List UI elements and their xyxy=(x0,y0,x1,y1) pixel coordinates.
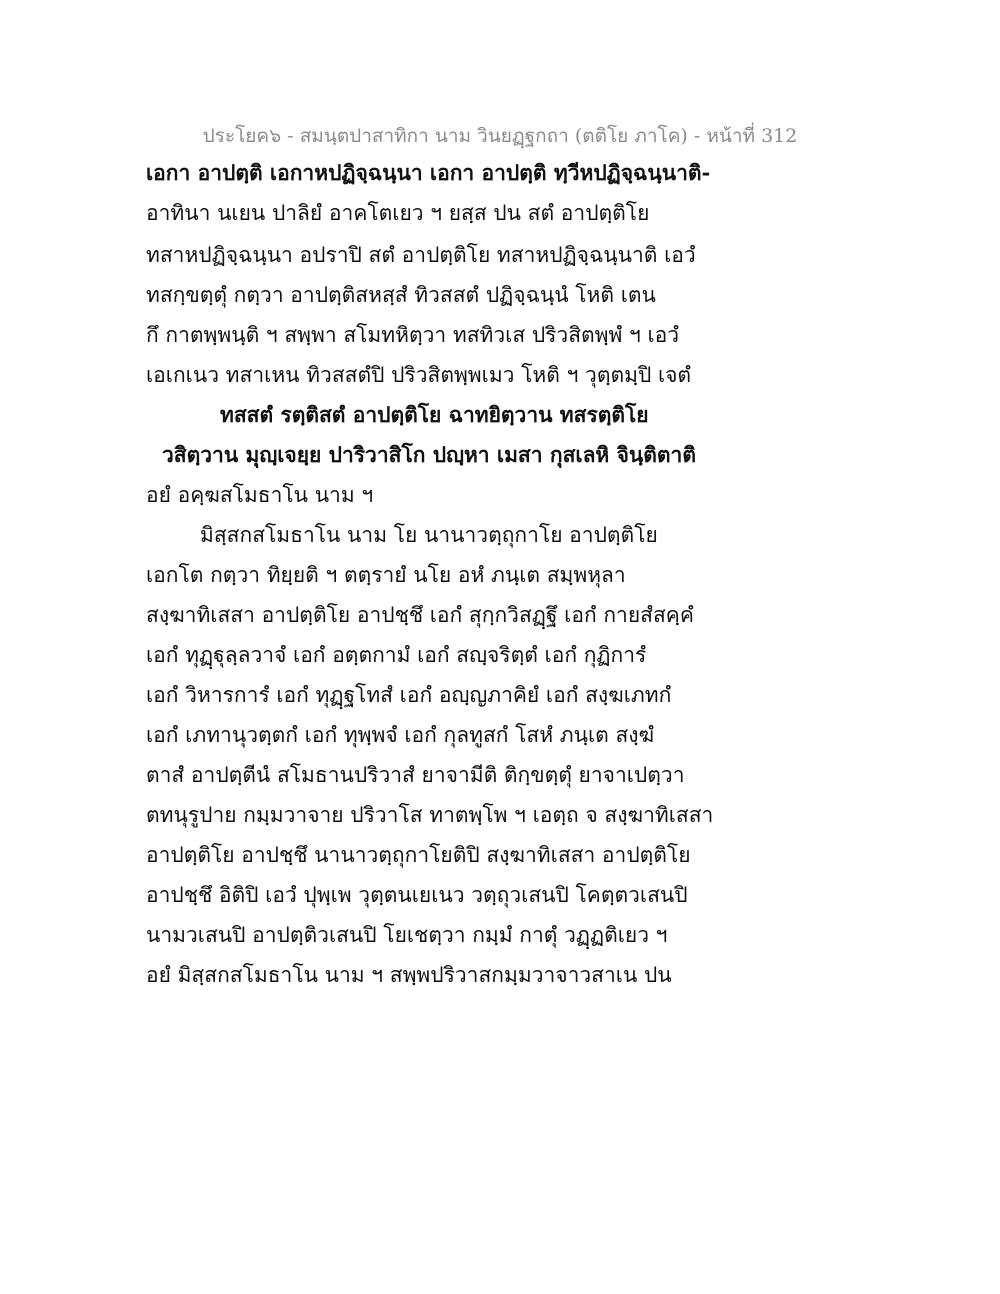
verse-line: ทสสตํ รตฺติสตํ อาปตฺติโย ฉาทยิตฺวาน ทสรตฺติโย xyxy=(220,402,649,427)
page-header: ประโยค๖ - สมนฺตปาสาทิกา นาม วินยฏฺฐกถา (ตติโย ภาโค) - หน้าที่ 312 xyxy=(202,125,798,147)
paragraph-start-line: มิสฺสกสโมธาโน นาม โย นานาวตฺถุกาโย อาปตฺติโย xyxy=(200,523,658,547)
text-line: อาทินา นเยน ปาลิยํ อาคโตเยว ฯ ยสฺส ปน สตํ อาปตฺติโย xyxy=(146,201,650,225)
text-line: นามวเสนปิ อาปตฺติวเสนปิ โยเชตฺวา กมฺมํ กาตุํ วฏฺฏติเยว ฯ xyxy=(146,923,668,947)
text-line: เอกํ วิหารการํ เอกํ ทุฏฺฐโทสํ เอกํ อญฺญภาคิยํ เอกํ สงฺฆเภทกํ xyxy=(146,683,672,707)
text-line: ตาสํ อาปตฺตีนํ สโมธานปริวาสํ ยาจามีติ ติกฺขตฺตุํ ยาจาเปตฺวา xyxy=(146,763,685,787)
text-line: ทสกฺขตฺตุํ กตฺวา อาปตฺติสหสฺสํ ทิวสสตํ ปฏิจฺฉนฺนํ โหติ เตน xyxy=(146,283,656,307)
text-line: สงฺฆาทิเสสา อาปตฺติโย อาปชฺชึ เอกํ สุกฺกวิสฏฺฐึ เอกํ กายสํสคฺคํ xyxy=(146,603,694,627)
text-line: เอกํ ทุฏฺฐุลฺลวาจํ เอกํ อตฺตกามํ เอกํ สญฺจริตฺตํ เอกํ กุฏิการํ xyxy=(146,643,647,667)
text-line: เอกโต กตฺวา ทิยฺยติ ฯ ตตฺรายํ นโย อหํ ภนฺเต สมฺพหุลา xyxy=(146,563,626,587)
text-line: เอกา อาปตฺติ เอกาหปฏิจฺฉนฺนา เอกา อาปตฺติ ทฺวีหปฏิจฺฉนฺนาติ- xyxy=(146,160,711,185)
verse-line: วสิตฺวาน มุญฺเจยฺย ปาริวาสิโก ปญฺหา เมสา กุสเลหิ จินฺติตาติ xyxy=(162,442,696,467)
text-line: เอเกเนว ทสาเหน ทิวสสตํปิ ปริวสิตพฺพเมว โหติ ฯ วุตฺตมฺปิ เจตํ xyxy=(146,363,692,387)
text-line: เอกํ เภทานุวตฺตกํ เอกํ ทุพฺพจํ เอกํ กุลทูสกํ โสหํ ภนฺเต สงฺฆํ xyxy=(146,723,655,747)
text-line: อาปชฺชึ อิติปิ เอวํ ปุพฺเพ วุตฺตนเยเนว วตฺถุวเสนปิ โคตฺตวเสนปิ xyxy=(146,883,688,907)
text-line: ตทนุรูปาย กมฺมวาจาย ปริวาโส ทาตพฺโพ ฯ เอตฺถ จ สงฺฆาทิเสสา xyxy=(146,803,714,827)
text-line: อยํ มิสฺสกสโมธาโน นาม ฯ สพฺพปริวาสกมฺมวาจาวสาเน ปน xyxy=(146,963,672,987)
text-line: อยํ อคฺฆสโมธาโน นาม ฯ xyxy=(146,483,374,507)
text-line: อาปตฺติโย อาปชฺชึ นานาวตฺถุกาโยติปิ สงฺฆาทิเสสา อาปตฺติโย xyxy=(146,843,691,867)
text-line: กึ กาตพฺพนฺติ ฯ สพฺพา สโมทหิตฺวา ทสทิวเส ปริวสิตพฺพํ ฯ เอวํ xyxy=(146,323,680,347)
text-line: ทสาหปฏิจฺฉนฺนา อปราปิ สตํ อาปตฺติโย ทสาหปฏิจฺฉนฺนาติ เอวํ xyxy=(146,243,696,267)
